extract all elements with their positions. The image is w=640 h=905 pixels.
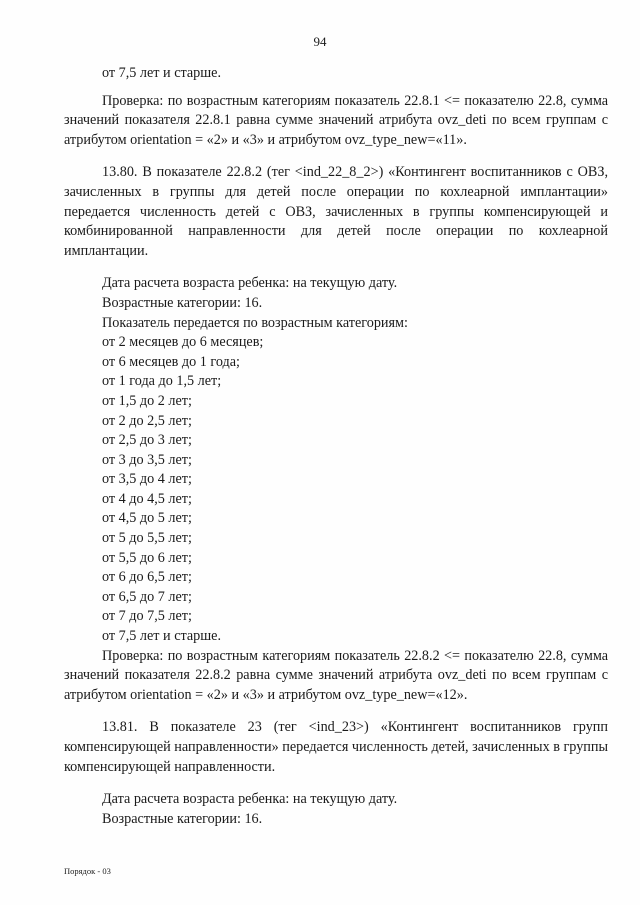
list-item: от 3 до 3,5 лет; xyxy=(102,451,192,468)
list-item: от 4,5 до 5 лет; xyxy=(102,510,192,527)
paragraph-13-81: 13.81. В показателе 23 (тег <ind_23>) «Контингент воспитанников групп компенсирующей направленности» передается численность детей, зачисленных в группы компенсирующей направленности. xyxy=(64,719,609,775)
list-item: от 2 до 2,5 лет; xyxy=(102,412,192,429)
paragraph-list-intro: Показатель передается по возрастным категориям: xyxy=(102,314,408,331)
document-body xyxy=(64,64,608,829)
paragraph-age-categories: Возрастные категории: 16. xyxy=(102,294,263,311)
list-item: от 5,5 до 6 лет; xyxy=(102,549,192,566)
paragraph-date-calc-2: Дата расчета возраста ребенка: на текущую дату. xyxy=(102,791,398,808)
age-category-list xyxy=(64,333,608,647)
paragraph-age-categories-2: Возрастные категории: 16. xyxy=(102,810,263,827)
list-item: от 2 месяцев до 6 месяцев; xyxy=(102,334,264,351)
page-number: 94 xyxy=(313,34,327,49)
footer-label: Порядок - 03 xyxy=(64,866,111,876)
paragraph-continuation: от 7,5 лет и старше. xyxy=(102,65,222,81)
paragraph-date-calc: Дата расчета возраста ребенка: на текущую дату. xyxy=(102,275,398,292)
list-item: от 1 года до 1,5 лет; xyxy=(102,373,222,390)
paragraph-13-80: 13.80. В показателе 22.8.2 (тег <ind_22_8_2>) «Контингент воспитанников с ОВЗ, зачисленных в группы для детей после операции по кохлеарной имплантации» передается численность детей с ОВЗ, зачисленных в группы компенсирующей и комбинированной направленности для детей после операции по кохлеарной имплантации. xyxy=(64,164,608,259)
paragraph-check-22-8-1: Проверка: по возрастным категориям показатель 22.8.1 <= показателю 22.8, сумма значений показателя 22.8.1 равна сумме значений атрибута ovz_deti по всем группам с атрибутом orientation = «2» и «3» и атрибутом ovz_type_new=«11». xyxy=(64,92,608,148)
list-item: от 5 до 5,5 лет; xyxy=(102,530,192,547)
list-item: от 6 месяцев до 1 года; xyxy=(102,353,240,370)
list-item: от 7 до 7,5 лет; xyxy=(102,608,192,625)
list-item: от 3,5 до 4 лет; xyxy=(102,471,192,488)
list-item: от 4 до 4,5 лет; xyxy=(102,490,192,507)
list-item: от 7,5 лет и старше. xyxy=(102,628,222,645)
list-item: от 1,5 до 2 лет; xyxy=(102,392,192,409)
list-item: от 6 до 6,5 лет; xyxy=(102,569,192,586)
list-item: от 2,5 до 3 лет; xyxy=(102,432,192,449)
list-item: от 6,5 до 7 лет; xyxy=(102,588,192,605)
paragraph-check-22-8-2: Проверка: по возрастным категориям показатель 22.8.2 <= показателю 22.8, сумма значений показателя 22.8.2 равна сумме значений атрибута ovz_deti по всем группам с атрибутом orientation = «2» и «3» и атрибутом ovz_type_new=«12». xyxy=(64,647,608,703)
